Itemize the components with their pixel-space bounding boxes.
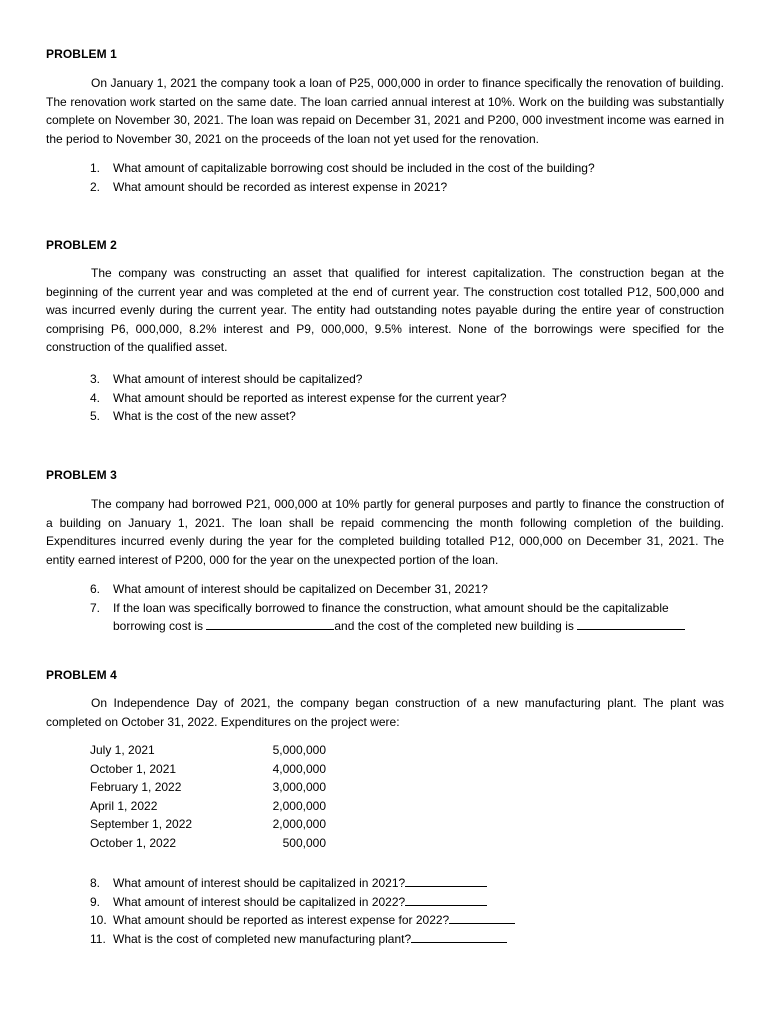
problem-1-paragraph: On January 1, 2021 the company took a loan of P25, 000,000 in order to finance specifically the renovation of building. The renovation work started on the same date. The loan carried annual interest at 10%. Work on the building was substantially complete on November 30, 2021. The loan was repaid on December 31, 2021 and P200, 000 investment income was earned in the period to November 30, 2021 on the proceeds of the loan not yet used for the renovation. [46,76,724,146]
question-9: 9. What amount of interest should be capitalized in 2022? [90,893,724,912]
question-5: 5. What is the cost of the new asset? [90,409,296,424]
problem-3-heading: PROBLEM 3 [46,468,117,482]
problem-2-heading: PROBLEM 2 [46,238,117,252]
question-10: 10. What amount should be reported as interest expense for 2022? [90,911,724,930]
problem-4-paragraph: On Independence Day of 2021, the company began construction of a new manufacturing plant. The plant was completed on October 31, 2022. Expenditures on the project were: [46,696,724,729]
question-2: 2. What amount should be recorded as interest expense in 2021? [90,179,448,194]
answer-blank-8[interactable] [405,874,487,887]
answer-blank-7a[interactable] [206,617,334,630]
expenditures-table [90,741,326,853]
problem-4-questions [90,874,724,948]
problem-4-heading: PROBLEM 4 [46,668,117,682]
problem-3-paragraph: The company had borrowed P21, 000,000 at 10% partly for general purposes and partly to finance the construction of a building on January 1, 2021. The loan shall be repaid commencing the month following completion of the building. Expenditures incurred evenly during the year for the completed building totalled P12, 000,000 on December 31, 2021. The entity earned interest of P200, 000 for the year on the unexpected portion of the loan. [46,497,724,567]
problem-1-questions [90,159,724,196]
answer-blank-7b[interactable] [577,617,685,630]
question-8: 8. What amount of interest should be capitalized in 2021? [90,874,724,893]
table-row: October 1, 2021 4,000,000 [90,761,326,776]
table-row: July 1, 2021 5,000,000 [90,743,326,757]
problem-2-questions [90,370,724,426]
problem-3-questions [90,580,724,636]
table-row: September 1, 2022 2,000,000 [90,817,326,832]
answer-blank-9[interactable] [405,893,487,906]
question-6: 6. What amount of interest should be capitalized on December 31, 2021? [90,582,488,596]
answer-blank-10[interactable] [449,911,515,924]
question-7: 7. If the loan was specifically borrowed to finance the construction, what amount should be the capitalizable borrowing cost is and the cost of the completed new building is [90,599,724,636]
question-3: 3. What amount of interest should be capitalized? [90,372,363,386]
question-1: 1. What amount of capitalizable borrowing cost should be included in the cost of the building? [90,161,595,175]
table-row: October 1, 2022 500,000 [90,835,326,850]
problem-2-paragraph: The company was constructing an asset that qualified for interest capitalization. The construction began at the beginning of the current year and was completed at the end of current year. The construction cost totalled P12, 500,000 and was incurred evenly during the current year. The entity had outstanding notes payable during the entire year of construction comprising P6, 000,000, 8.2% interest and P9, 000,000, 9.5% interest. None of the borrowings were specified for the construction of the qualified asset. [46,266,724,355]
table-row: April 1, 2022 2,000,000 [90,798,326,813]
problem-1-heading: PROBLEM 1 [46,47,117,61]
answer-blank-11[interactable] [411,930,507,943]
table-row: February 1, 2022 3,000,000 [90,780,326,795]
question-4: 4. What amount should be reported as interest expense for the current year? [90,390,507,405]
question-11: 11. What is the cost of completed new manufacturing plant? [90,930,724,949]
